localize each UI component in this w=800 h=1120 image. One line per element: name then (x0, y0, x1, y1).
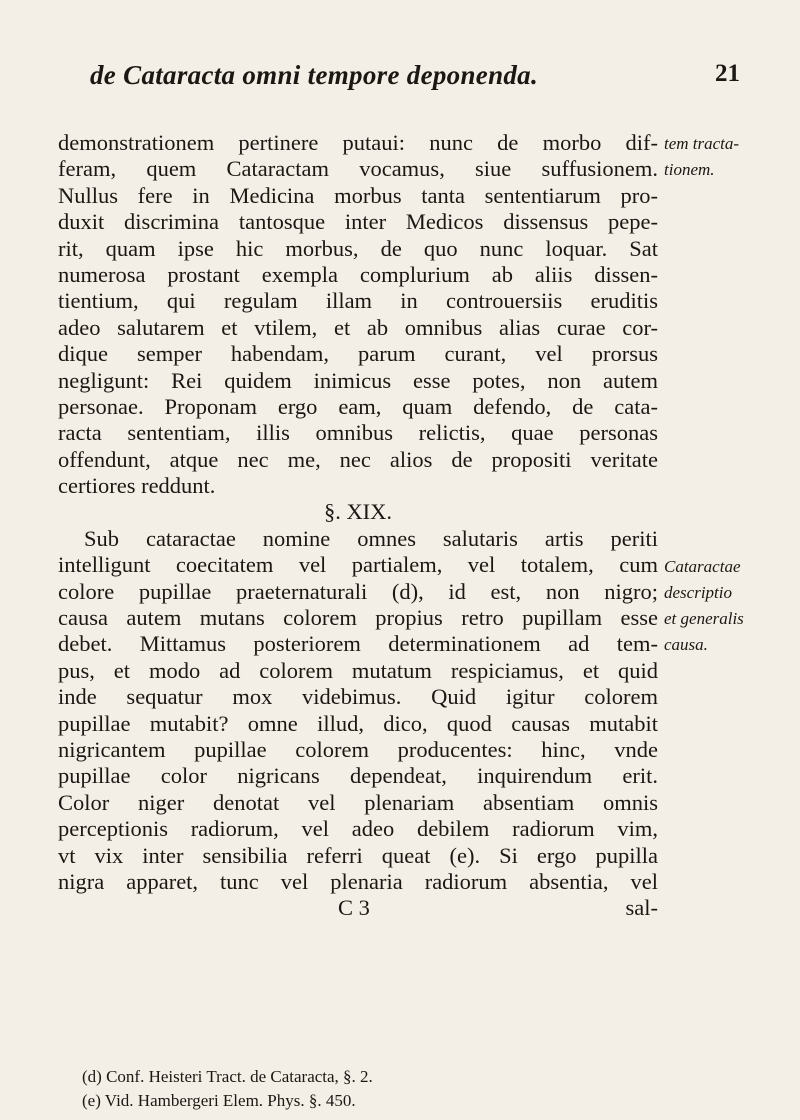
margin-note: tem tracta- (664, 134, 740, 153)
footnote: (e) Vid. Hambergeri Elem. Phys. §. 450. (82, 1091, 356, 1110)
text-line: rit, quam ipse hic morbus, de quo nunc loquar. Sat (58, 235, 658, 261)
text-line: nigra apparet, tunc vel plenaria radiorum absentia, vel (58, 868, 658, 894)
footnote: (d) Conf. Heisteri Tract. de Cataracta, §. 2. (82, 1067, 373, 1086)
text-line: adeo salutarem et vtilem, et ab omnibus alias curae cor- (58, 314, 658, 340)
text-line: colore pupillae praeternaturali (d), id est, non nigro; (58, 578, 658, 604)
text-line: pupillae mutabit? omne illud, dico, quod causas mutabit (58, 710, 658, 736)
text-line: Nullus fere in Medicina morbus tanta sententiarum pro- (58, 182, 658, 208)
text-line: nigricantem pupillae colorem producentes: hinc, vnde (58, 736, 658, 762)
text-line: pupillae color nigricans dependeat, inquirendum erit. (58, 763, 658, 789)
text-line: debet. Mittamus posteriorem determinationem ad tem- (58, 631, 658, 657)
section-heading: §. XIX. (323, 499, 393, 525)
margin-note: et generalis (664, 609, 744, 628)
signature-line (58, 895, 658, 921)
text-line: demonstrationem pertinere putaui: nunc de morbo dif- (58, 130, 658, 155)
text-line: Color niger denotat vel plenariam absentiam omnis (58, 789, 658, 815)
margin-note: tionem. (664, 160, 715, 179)
page-header (64, 60, 740, 100)
text-line: intelligunt coecitatem vel partialem, vel totalem, cum (58, 552, 658, 578)
page-number: 21 (715, 60, 740, 87)
text-line: offendunt, atque nec me, nec alios de propositi veritate (58, 446, 658, 472)
text-line: numerosa prostant exempla complurium ab aliis dissen- (58, 261, 658, 287)
footnotes (82, 1065, 642, 1113)
running-title: de Cataracta omni tempore deponenda. (90, 60, 539, 90)
signature-mark: C 3 (338, 895, 370, 921)
text-line: certiores reddunt. (58, 473, 216, 499)
text-line: personae. Proponam ergo eam, quam defendo, de cata- (58, 393, 658, 419)
margin-note: causa. (664, 635, 708, 654)
text-line: duxit discrimina tantosque inter Medicos dissensus pepe- (58, 209, 658, 235)
text-line: tientium, qui regulam illam in controuersiis eruditis (58, 288, 658, 314)
text-line: perceptionis radiorum, vel adeo debilem radiorum vim, (58, 816, 658, 842)
margin-note: Cataractae (664, 557, 741, 576)
text-line: pus, et modo ad colorem mutatum respiciamus, et quid (58, 657, 658, 683)
text-line: negligunt: Rei quidem inimicus esse potes, non autem (58, 367, 658, 393)
text-line: dique semper habendam, parum curant, vel prorsus (58, 341, 658, 367)
text-line: racta sententiam, illis omnibus relictis, quae personas (58, 420, 658, 446)
text-line: vt vix inter sensibilia referri queat (e). Si ergo pupilla (58, 842, 658, 868)
text-line: feram, quem Cataractam vocamus, siue suffusionem. (58, 156, 658, 182)
main-text (58, 130, 658, 922)
text-line: Sub cataractae nomine omnes salutaris artis periti (84, 525, 658, 551)
margin-note: descriptio (664, 583, 732, 602)
text-line: inde sequatur mox videbimus. Quid igitur colorem (58, 684, 658, 710)
catchword: sal- (625, 895, 658, 921)
text-line: causa autem mutans colorem propius retro pupillam esse (58, 605, 658, 631)
